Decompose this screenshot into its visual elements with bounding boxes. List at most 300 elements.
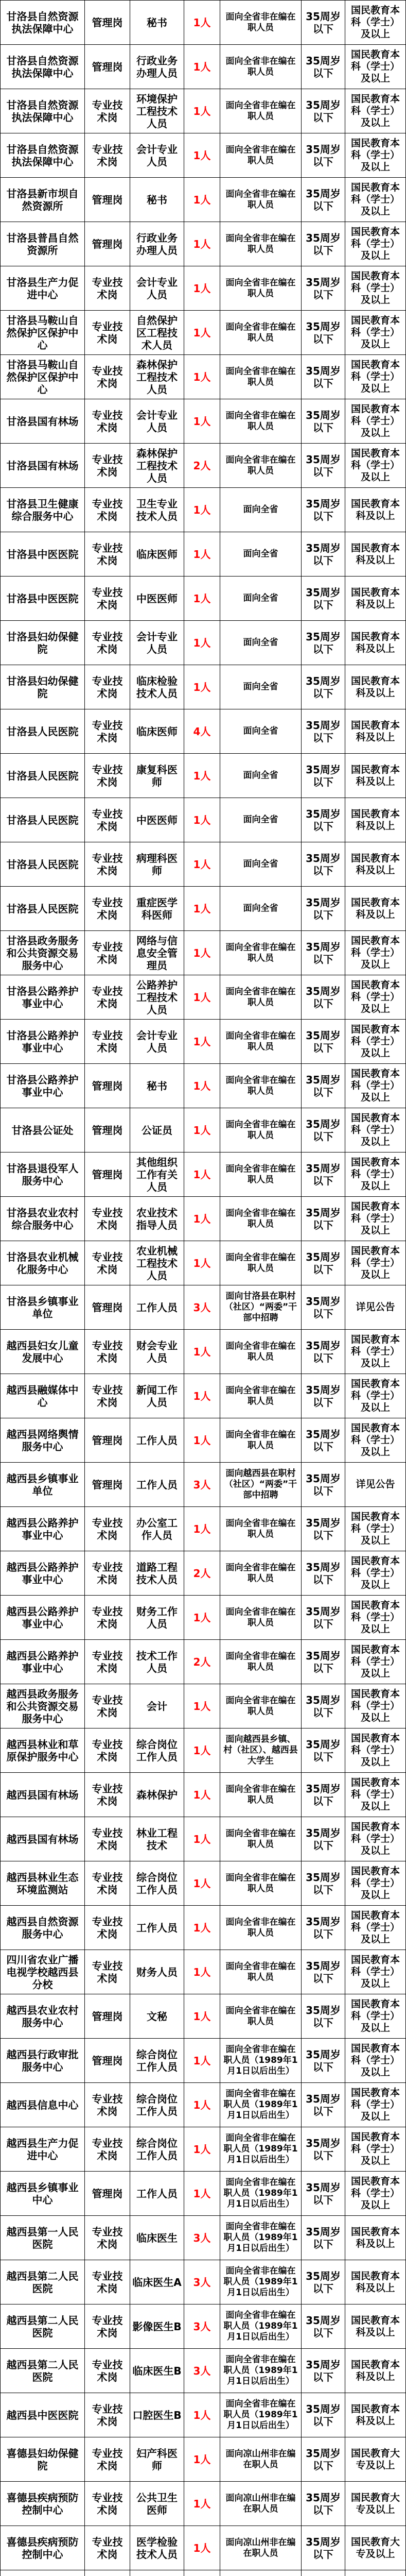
cell-position-name: 行政业务办理人员 (130, 222, 184, 266)
cell-position-type: 专业技术岗 (85, 842, 130, 886)
cell-headcount: 1人 (184, 931, 220, 975)
cell-target-applicants: 面向全省非在编在职人员 (220, 1197, 302, 1241)
cell-headcount: 3人 (184, 2260, 220, 2304)
cell-position-name: 会计专业人员 (130, 133, 184, 177)
cell-unit (0, 2570, 85, 2576)
table-row (0, 1861, 406, 1906)
cell-unit: 甘洛县公路养护事业中心 (0, 1064, 85, 1108)
cell-unit: 越西县国有林场 (0, 1817, 85, 1861)
cell-education: 国民教育本科（学士）及以上 (345, 2172, 406, 2215)
cell-unit: 甘洛县国有林场 (0, 444, 85, 487)
cell-age-limit: 35周岁以下 (302, 1153, 345, 1196)
cell-target-applicants: 面向全省非在编在职人员 (220, 399, 302, 443)
cell-unit: 越西县生产力促进中心 (0, 2127, 85, 2171)
cell-target-applicants: 面向全省非在编在职人员 (220, 1153, 302, 1196)
table-row (0, 1285, 406, 1330)
cell-education: 国民教育本科（学士）及以上 (345, 1507, 406, 1551)
cell-unit: 越西县第一人民医院 (0, 2216, 85, 2260)
cell-headcount: 1人 (184, 1906, 220, 1950)
cell-education: 国民教育本科（学士）及以上 (345, 1773, 406, 1817)
cell-age-limit: 35周岁以下 (302, 1285, 345, 1329)
cell-age-limit: 35周岁以下 (302, 709, 345, 753)
cell-position-type: 专业技术岗 (85, 1728, 130, 1772)
table-row (0, 444, 406, 488)
cell-position-name: 临床医师 (130, 709, 184, 753)
cell-age-limit (302, 2570, 345, 2576)
cell-unit: 越西县政务服务和公共资源交易服务中心 (0, 1684, 85, 1728)
cell-position-name: 秘书 (130, 1, 184, 44)
table-row (0, 1950, 406, 1994)
cell-position-name: 卫生专业技术人员 (130, 488, 184, 532)
cell-headcount: 3人 (184, 1285, 220, 1329)
cell-position-name: 秘书 (130, 178, 184, 222)
cell-position-name: 工作人员 (130, 1285, 184, 1329)
cell-position-type: 专业技术岗 (85, 798, 130, 842)
cell-education: 国民教育本科（学士）及以上 (345, 1374, 406, 1418)
cell-target-applicants: 面向甘洛县在职村（社区）“两委”干部中招聘 (220, 1285, 302, 1329)
cell-position-type: 专业技术岗 (85, 1197, 130, 1241)
cell-position-type: 专业技术岗 (85, 1906, 130, 1950)
cell-education: 国民教育本科（学士）及以上 (345, 1684, 406, 1728)
cell-position-name: 其他组织工作有关人员 (130, 1153, 184, 1196)
cell-target-applicants: 面向全省非在编在职人员（1989年1月1日以后出生） (220, 2039, 302, 2082)
cell-education: 国民教育本科（学士）及以上 (345, 1153, 406, 1196)
cell-target-applicants: 面向全省非在编在职人员 (220, 1, 302, 44)
cell-position-name: 森林保护工程技术人员 (130, 444, 184, 487)
cell-education: 国民教育本科及以上 (345, 887, 406, 930)
cell-target-applicants: 面向越西县在职村（社区）“两委”干部中招聘 (220, 1463, 302, 1506)
cell-position-type: 专业技术岗 (85, 621, 130, 665)
cell-position-type: 专业技术岗 (85, 1861, 130, 1905)
cell-position-type: 专业技术岗 (85, 1596, 130, 1639)
cell-position-type: 管理岗 (85, 1418, 130, 1462)
cell-position-type: 专业技术岗 (85, 89, 130, 133)
cell-education: 国民教育本科（学士）及以上 (345, 1020, 406, 1063)
cell-education: 国民教育本科（学士）及以上 (345, 931, 406, 975)
table-row (0, 1108, 406, 1153)
cell-position-name: 临床医生 (130, 2216, 184, 2260)
cell-position-type: 专业技术岗 (85, 1773, 130, 1817)
cell-age-limit: 35周岁以下 (302, 1241, 345, 1285)
table-row (0, 798, 406, 842)
cell-position-type: 专业技术岗 (85, 488, 130, 532)
cell-age-limit: 35周岁以下 (302, 1197, 345, 1241)
cell-position-name: 会计专业人员 (130, 1020, 184, 1063)
cell-position-name: 中医医师 (130, 577, 184, 620)
cell-education: 国民教育本科及以上 (345, 842, 406, 886)
cell-education: 国民教育本科（学士）及以上 (345, 1728, 406, 1772)
table-row (0, 2526, 406, 2570)
table-row (0, 355, 406, 399)
cell-age-limit: 35周岁以下 (302, 2482, 345, 2526)
cell-unit: 甘洛县自然资源执法保障中心 (0, 45, 85, 89)
cell-headcount: 1人 (184, 1, 220, 44)
cell-education: 国民教育本科（学士）及以上 (345, 1950, 406, 1994)
cell-headcount: 1人 (184, 1330, 220, 1374)
cell-unit: 甘洛县人民医院 (0, 887, 85, 930)
cell-position-name: 公证员 (130, 1108, 184, 1152)
cell-target-applicants: 面向全省非在编在职人员 (220, 931, 302, 975)
cell-age-limit: 35周岁以下 (302, 532, 345, 576)
table-row (0, 399, 406, 444)
cell-target-applicants: 面向全省 (220, 709, 302, 753)
cell-position-name: 财务人员 (130, 1950, 184, 1994)
cell-headcount: 3人 (184, 1463, 220, 1506)
cell-unit: 甘洛县自然资源执法保障中心 (0, 1, 85, 44)
table-row (0, 1418, 406, 1463)
cell-headcount: 1人 (184, 2482, 220, 2526)
cell-target-applicants: 面向全省非在编在职人员 (220, 1241, 302, 1285)
cell-unit: 喜德县疾病预防控制中心 (0, 2526, 85, 2570)
cell-headcount: 1人 (184, 887, 220, 930)
cell-age-limit: 35周岁以下 (302, 1773, 345, 1817)
cell-age-limit: 35周岁以下 (302, 2039, 345, 2082)
cell-position-type: 专业技术岗 (85, 1507, 130, 1551)
cell-target-applicants: 面向全省非在编在职人员 (220, 1950, 302, 1994)
table-row (0, 1728, 406, 1773)
cell-unit: 甘洛县退役军人服务中心 (0, 1153, 85, 1196)
cell-unit: 越西县网络舆情服务中心 (0, 1418, 85, 1462)
cell-position-type: 专业技术岗 (85, 887, 130, 930)
cell-target-applicants: 面向全省非在编在职人员 (220, 222, 302, 266)
cell-position-type: 专业技术岗 (85, 2349, 130, 2393)
cell-position-name: 林业工程技术 (130, 1817, 184, 1861)
table-row (0, 1994, 406, 2039)
cell-headcount: 1人 (184, 842, 220, 886)
cell-position-type: 管理岗 (85, 1108, 130, 1152)
table-row (0, 222, 406, 266)
cell-unit: 甘洛县马鞍山自然保护区保护中心 (0, 355, 85, 399)
cell-age-limit: 35周岁以下 (302, 1, 345, 44)
cell-position-type: 专业技术岗 (85, 665, 130, 709)
cell-target-applicants: 面向全省非在编在职人员 (220, 1330, 302, 1374)
cell-unit: 越西县信息中心 (0, 2083, 85, 2127)
cell-unit: 甘洛县农业农村综合服务中心 (0, 1197, 85, 1241)
cell-age-limit: 35周岁以下 (302, 2172, 345, 2215)
cell-education: 国民教育本科及以上 (345, 2216, 406, 2260)
cell-education: 国民教育本科及以上 (345, 577, 406, 620)
cell-age-limit: 35周岁以下 (302, 89, 345, 133)
cell-position-type: 管理岗 (85, 45, 130, 89)
cell-headcount: 1人 (184, 399, 220, 443)
cell-position-name: 网络与信息安全管理员 (130, 931, 184, 975)
table-row (0, 1, 406, 45)
cell-unit: 越西县乡镇事业单位 (0, 1463, 85, 1506)
cell-target-applicants: 面向全省非在编在职人员（1989年1月1日以后出生） (220, 2304, 302, 2348)
cell-age-limit: 35周岁以下 (302, 842, 345, 886)
table-row (0, 488, 406, 532)
cell-headcount: 1人 (184, 1950, 220, 1994)
cell-target-applicants: 面向全省非在编在职人员（1989年1月1日以后出生） (220, 2393, 302, 2437)
cell-education: 国民教育本科（学士）及以上 (345, 1596, 406, 1639)
cell-position-name: 工作人员 (130, 2172, 184, 2215)
cell-education: 国民教育大专及以上 (345, 2437, 406, 2481)
cell-age-limit: 35周岁以下 (302, 2083, 345, 2127)
cell-unit: 越西县第二人民医院 (0, 2260, 85, 2304)
cell-position-type: 专业技术岗 (85, 133, 130, 177)
cell-age-limit: 35周岁以下 (302, 1950, 345, 1994)
cell-position-type: 管理岗 (85, 1, 130, 44)
cell-age-limit: 35周岁以下 (302, 311, 345, 354)
cell-target-applicants: 面向全省非在编在职人员 (220, 1596, 302, 1639)
cell-unit: 甘洛县普昌自然资源所 (0, 222, 85, 266)
cell-position-type: 专业技术岗 (85, 1640, 130, 1684)
cell-position-type: 专业技术岗 (85, 355, 130, 399)
cell-education: 国民教育本科（学士）及以上 (345, 399, 406, 443)
cell-position-type: 专业技术岗 (85, 1241, 130, 1285)
cell-age-limit: 35周岁以下 (302, 931, 345, 975)
cell-unit: 越西县乡镇事业中心 (0, 2172, 85, 2215)
cell-position-name: 秘书 (130, 1064, 184, 1108)
cell-position-name: 财会专业人员 (130, 1330, 184, 1374)
cell-age-limit: 35周岁以下 (302, 2216, 345, 2260)
cell-position-name: 康复科医师 (130, 754, 184, 798)
table-row (0, 2570, 406, 2576)
cell-education: 国民教育本科（学士）及以上 (345, 975, 406, 1019)
cell-headcount: 1人 (184, 1418, 220, 1462)
table-row (0, 2349, 406, 2393)
cell-age-limit: 35周岁以下 (302, 355, 345, 399)
cell-education: 国民教育本科（学士）及以上 (345, 1994, 406, 2038)
cell-age-limit: 35周岁以下 (302, 1551, 345, 1595)
cell-headcount: 1人 (184, 2437, 220, 2481)
table-row (0, 2216, 406, 2260)
cell-target-applicants: 面向全省非在编在职人员（1989年1月1日以后出生） (220, 2216, 302, 2260)
table-row (0, 1197, 406, 1241)
cell-headcount: 1人 (184, 1374, 220, 1418)
table-row (0, 2304, 406, 2349)
cell-education: 国民教育本科及以上 (345, 2393, 406, 2437)
cell-position-name: 办公室工作人员 (130, 1507, 184, 1551)
cell-unit: 甘洛县自然资源执法保障中心 (0, 89, 85, 133)
cell-unit: 越西县妇女儿童发展中心 (0, 1330, 85, 1374)
cell-target-applicants: 面向全省 (220, 488, 302, 532)
cell-headcount: 1人 (184, 2526, 220, 2570)
cell-education: 国民教育本科及以上 (345, 2349, 406, 2393)
cell-position-type: 管理岗 (85, 1153, 130, 1196)
cell-position-name: 行政业务办理人员 (130, 45, 184, 89)
cell-unit: 甘洛县人民医院 (0, 709, 85, 753)
cell-position-name: 临床医生A (130, 2260, 184, 2304)
cell-education: 国民教育本科（学士）及以上 (345, 1861, 406, 1905)
cell-education: 国民教育大专及以上 (345, 2482, 406, 2526)
cell-education: 国民教育本科（学士）及以上 (345, 222, 406, 266)
cell-position-name: 自然保护区工程技术人员 (130, 311, 184, 354)
table-row (0, 1551, 406, 1596)
cell-headcount: 1人 (184, 133, 220, 177)
cell-headcount: 1人 (184, 2127, 220, 2171)
cell-education: 国民教育本科及以上 (345, 532, 406, 576)
cell-headcount: 1人 (184, 45, 220, 89)
cell-position-type: 专业技术岗 (85, 444, 130, 487)
table-row (0, 1906, 406, 1950)
cell-age-limit: 35周岁以下 (302, 444, 345, 487)
cell-education: 国民教育本科及以上 (345, 665, 406, 709)
cell-target-applicants: 面向全省非在编在职人员 (220, 1418, 302, 1462)
cell-position-type: 专业技术岗 (85, 2127, 130, 2171)
table-row (0, 842, 406, 887)
cell-age-limit: 35周岁以下 (302, 178, 345, 222)
cell-age-limit: 35周岁以下 (302, 2526, 345, 2570)
cell-unit: 甘洛县中医医院 (0, 532, 85, 576)
cell-education: 国民教育本科（学士）及以上 (345, 178, 406, 222)
cell-education: 国民教育本科（学士）及以上 (345, 1640, 406, 1684)
cell-position-type: 专业技术岗 (85, 1551, 130, 1595)
cell-unit: 甘洛县公证处 (0, 1108, 85, 1152)
cell-position-name: 病理科医师 (130, 842, 184, 886)
table-row (0, 311, 406, 355)
cell-education: 国民教育本科（学士）及以上 (345, 1330, 406, 1374)
cell-headcount (184, 2570, 220, 2576)
cell-target-applicants: 面向全省非在编在职人员 (220, 1906, 302, 1950)
cell-position-name: 财务工作人员 (130, 1596, 184, 1639)
cell-unit: 越西县行政审批服务中心 (0, 2039, 85, 2082)
table-row (0, 975, 406, 1020)
table-row (0, 2393, 406, 2437)
cell-target-applicants: 面向全省非在编在职人员 (220, 266, 302, 310)
cell-position-name: 综合岗位工作人员 (130, 2127, 184, 2171)
cell-position-type: 专业技术岗 (85, 399, 130, 443)
table-row (0, 1374, 406, 1418)
cell-target-applicants: 面向全省非在编在职人员 (220, 133, 302, 177)
table-row (0, 1463, 406, 1507)
cell-education: 详见公告 (345, 1463, 406, 1506)
cell-unit: 越西县中医医院 (0, 2393, 85, 2437)
cell-headcount: 1人 (184, 488, 220, 532)
cell-position-name: 妇产科医师 (130, 2437, 184, 2481)
table-row (0, 178, 406, 222)
cell-position-type: 专业技术岗 (85, 2437, 130, 2481)
cell-age-limit: 35周岁以下 (302, 1064, 345, 1108)
table-row (0, 2039, 406, 2083)
cell-education: 国民教育本科及以上 (345, 754, 406, 798)
cell-age-limit: 35周岁以下 (302, 1108, 345, 1152)
table-row (0, 2127, 406, 2172)
cell-unit: 甘洛县农业机械化服务中心 (0, 1241, 85, 1285)
cell-position-type: 专业技术岗 (85, 577, 130, 620)
cell-headcount: 1人 (184, 2083, 220, 2127)
cell-position-type: 管理岗 (85, 178, 130, 222)
cell-unit: 甘洛县公路养护事业中心 (0, 975, 85, 1019)
table-row (0, 45, 406, 89)
table-row (0, 931, 406, 975)
cell-unit: 甘洛县乡镇事业单位 (0, 1285, 85, 1329)
cell-age-limit: 35周岁以下 (302, 1463, 345, 1506)
cell-headcount: 1人 (184, 665, 220, 709)
cell-unit: 甘洛县人民医院 (0, 798, 85, 842)
cell-position-type: 专业技术岗 (85, 2526, 130, 2570)
cell-position-type: 专业技术岗 (85, 709, 130, 753)
cell-age-limit: 35周岁以下 (302, 1640, 345, 1684)
cell-unit: 甘洛县人民医院 (0, 754, 85, 798)
cell-position-name: 森林保护 (130, 1773, 184, 1817)
cell-position-type: 管理岗 (85, 1994, 130, 2038)
cell-target-applicants: 面向全省非在编在职人员 (220, 1020, 302, 1063)
cell-age-limit: 35周岁以下 (302, 222, 345, 266)
cell-unit: 四川省农业广播电视学校越西县分校 (0, 1950, 85, 1994)
cell-position-type: 专业技术岗 (85, 1950, 130, 1994)
cell-headcount: 1人 (184, 1684, 220, 1728)
cell-age-limit: 35周岁以下 (302, 887, 345, 930)
cell-position-name: 新闻工作人员 (130, 1374, 184, 1418)
cell-education: 国民教育本科及以上 (345, 621, 406, 665)
cell-position-type: 专业技术岗 (85, 754, 130, 798)
cell-unit: 喜德县疾病预防控制中心 (0, 2482, 85, 2526)
cell-headcount: 1人 (184, 754, 220, 798)
cell-position-name: 森林保护工程技术人员 (130, 355, 184, 399)
cell-age-limit: 35周岁以下 (302, 1684, 345, 1728)
table-row (0, 1684, 406, 1728)
cell-headcount: 1人 (184, 1507, 220, 1551)
cell-headcount: 1人 (184, 1994, 220, 2038)
table-row (0, 1773, 406, 1817)
cell-unit: 越西县自然资源服务中心 (0, 1906, 85, 1950)
cell-target-applicants: 面向全省非在编在职人员 (220, 1773, 302, 1817)
cell-target-applicants: 面向凉山州非在编在职人员 (220, 2526, 302, 2570)
cell-target-applicants: 面向全省非在编在职人员 (220, 1861, 302, 1905)
table-row (0, 2437, 406, 2482)
cell-age-limit: 35周岁以下 (302, 975, 345, 1019)
cell-age-limit: 35周岁以下 (302, 1994, 345, 2038)
cell-headcount: 1人 (184, 577, 220, 620)
cell-unit: 甘洛县妇幼保健院 (0, 621, 85, 665)
cell-target-applicants: 面向全省非在编在职人员（1989年1月1日以后出生） (220, 2260, 302, 2304)
cell-unit: 甘洛县公路养护事业中心 (0, 1020, 85, 1063)
cell-position-type: 专业技术岗 (85, 311, 130, 354)
cell-unit: 越西县林业生态环境监测站 (0, 1861, 85, 1905)
cell-position-type: 管理岗 (85, 1064, 130, 1108)
cell-position-name: 临床检验技术人员 (130, 665, 184, 709)
cell-position-type: 管理岗 (85, 2172, 130, 2215)
cell-age-limit: 35周岁以下 (302, 399, 345, 443)
table-row (0, 709, 406, 754)
cell-education: 国民教育本科（学士）及以上 (345, 1108, 406, 1152)
cell-education: 国民教育本科（学士）及以上 (345, 45, 406, 89)
cell-headcount: 1人 (184, 1596, 220, 1639)
table-row (0, 665, 406, 709)
cell-target-applicants: 面向全省 (220, 754, 302, 798)
cell-education: 国民教育本科（学士）及以上 (345, 1906, 406, 1950)
table-row (0, 754, 406, 798)
cell-position-name: 技术工作人员 (130, 1640, 184, 1684)
cell-education: 国民教育本科（学士）及以上 (345, 1064, 406, 1108)
cell-headcount: 3人 (184, 2349, 220, 2393)
cell-education: 国民教育本科及以上 (345, 709, 406, 753)
cell-headcount: 3人 (184, 2304, 220, 2348)
cell-position-type: 专业技术岗 (85, 2393, 130, 2437)
cell-age-limit: 35周岁以下 (302, 2349, 345, 2393)
cell-position-name: 会计专业人员 (130, 266, 184, 310)
cell-position-name: 道路工程技术人员 (130, 1551, 184, 1595)
cell-headcount: 1人 (184, 2039, 220, 2082)
cell-age-limit: 35周岁以下 (302, 798, 345, 842)
cell-target-applicants: 面向全省非在编在职人员（1989年1月1日以后出生） (220, 2127, 302, 2171)
cell-position-name: 医学检验技术人员 (130, 2526, 184, 2570)
cell-target-applicants: 面向凉山州非在编在职人员 (220, 2437, 302, 2481)
cell-headcount: 3人 (184, 2216, 220, 2260)
cell-target-applicants: 面向全省非在编在职人员 (220, 1108, 302, 1152)
cell-age-limit: 35周岁以下 (302, 2304, 345, 2348)
cell-education: 国民教育本科（学士）及以上 (345, 2083, 406, 2127)
cell-target-applicants: 面向全省 (220, 887, 302, 930)
cell-age-limit: 35周岁以下 (302, 1817, 345, 1861)
cell-position-name: 影像医生B (130, 2304, 184, 2348)
cell-headcount: 1人 (184, 1861, 220, 1905)
cell-headcount: 1人 (184, 532, 220, 576)
cell-position-name: 综合岗位工作人员 (130, 2039, 184, 2082)
cell-target-applicants (220, 2570, 302, 2576)
cell-unit: 越西县第二人民医院 (0, 2349, 85, 2393)
